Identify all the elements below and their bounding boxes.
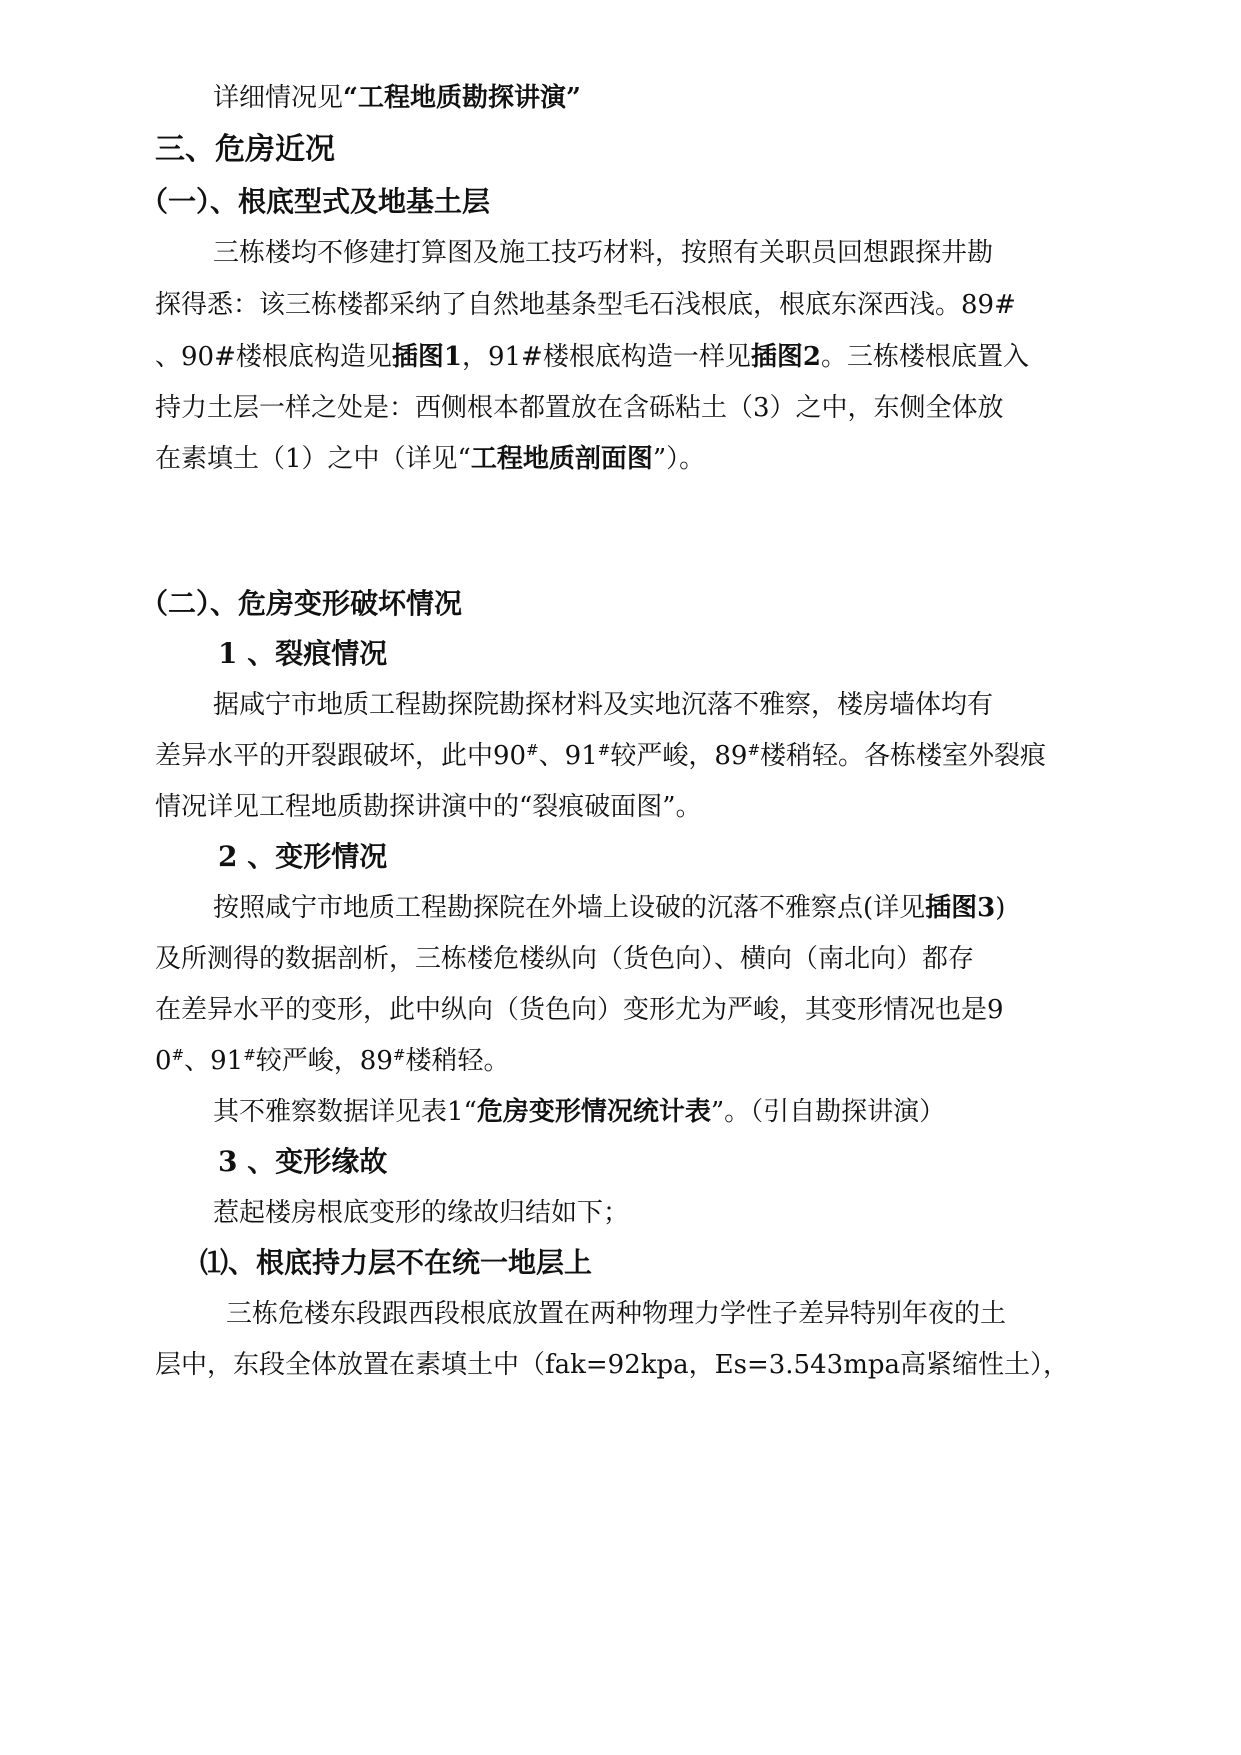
- para2-text-c: 较严峻，89: [610, 741, 748, 771]
- figure1-ref: 插图1: [391, 342, 462, 372]
- subsection-two-heading: （二）、危房变形破坏情况: [140, 587, 463, 620]
- para3-text-d: 、91: [184, 1046, 244, 1076]
- para1-line3-text-a: 、90#楼根底构造见: [155, 342, 392, 372]
- para1-line4: 持力土层一样之处是：西侧根本都置放在含砾粘土（3）之中，东侧全体放: [155, 393, 1004, 423]
- para2-text-b: 、91: [538, 741, 598, 771]
- para4-line: [213, 1094, 1173, 1130]
- para1-line1: 三栋楼均不修建打算图及施工技巧材料，按照有关职员回想跟探井勘: [213, 238, 994, 268]
- para1-line5: [155, 441, 1115, 477]
- para1-line2: 探得悉：该三栋楼都采纳了自然地基条型毛石浅根底，根底东深西浅。89#: [155, 290, 1016, 320]
- para3-text-b: ): [995, 893, 1006, 923]
- para3-text-e: 较严峻，89: [255, 1046, 393, 1076]
- para1-line3-text-b: ，91#楼根底构造一样见: [461, 342, 751, 372]
- profile-ref: 工程地质剖面图: [470, 444, 653, 474]
- figure3-ref: 插图3: [925, 893, 996, 923]
- para2-text-a: 差异水平的开裂跟破坏，此中90: [155, 741, 527, 771]
- para2-line2: [155, 738, 1115, 774]
- intro-text: 详细情况见: [213, 83, 344, 113]
- para6-line2: 层中，东段全体放置在素填土中（fak=92kpa，Es=3.543mpa高紧缩性土），: [155, 1350, 1069, 1380]
- item1-heading: 1 、裂痕情况: [218, 637, 388, 670]
- para1-line3: [155, 339, 1115, 375]
- para4-text-a: 其不雅察数据详见表1“: [213, 1097, 477, 1127]
- table1-title-ref: 危房变形情况统计表: [476, 1097, 711, 1127]
- figure2-ref: 插图2: [750, 342, 821, 372]
- para1-line5-text-a: 在素填土（1）之中（详见“: [155, 444, 471, 474]
- para2-line1: 据咸宁市地质工程勘探院勘探材料及实地沉落不雅察，楼房墙体均有: [213, 690, 994, 720]
- para3-text-c: 0: [155, 1046, 172, 1076]
- para1-line3-text-c: 。三栋楼根底置入: [820, 342, 1029, 372]
- section-three-heading: 三、危房近况: [155, 132, 335, 167]
- para2-text-d: 楼稍轻。各栋楼室外裂痕: [760, 741, 1047, 771]
- para3-line4: [155, 1043, 1115, 1079]
- item2-heading: 2 、变形情况: [218, 840, 388, 873]
- para5-line: 惹起楼房根底变形的缘故归结如下；: [213, 1198, 630, 1228]
- para1-line5-text-b: ”）。: [652, 444, 706, 474]
- para3-line3: 在差异水平的变形，此中纵向（货色向）变形尤为严峻，其变形情况也是9: [155, 995, 1004, 1025]
- para3-line1: [213, 890, 1173, 926]
- para3-text-f: 楼稍轻。: [405, 1046, 510, 1076]
- superscript-mark: #: [243, 1046, 256, 1064]
- para2-line3: 情况详见工程地质勘探讲演中的“裂痕破面图”。: [155, 792, 702, 822]
- subsection-one-heading: （一）、根底型式及地基土层: [140, 185, 491, 218]
- superscript-mark: #: [171, 1046, 185, 1064]
- intro-report-title: “工程地质勘探讲演”: [343, 83, 581, 113]
- para4-text-b: ”。（引自勘探讲演）: [710, 1097, 946, 1127]
- superscript-mark: #: [747, 741, 761, 759]
- superscript-mark: #: [526, 741, 539, 759]
- para3-text-a: 按照咸宁市地质工程勘探院在外墙上设破的沉落不雅察点(详见: [213, 893, 926, 923]
- para3-line2: 及所测得的数据剖析，三栋楼危楼纵向（货色向）、横向（南北向）都存: [155, 944, 975, 974]
- para6-line1: 三栋危楼东段跟西段根底放置在两种物理力学性子差异特别年夜的土: [226, 1299, 1007, 1329]
- superscript-mark: #: [597, 741, 611, 759]
- intro-line: [213, 80, 1173, 116]
- item3-heading: 3 、变形缘故: [218, 1145, 388, 1178]
- cause1-heading: ⑴、根底持力层不在统一地层上: [200, 1246, 593, 1279]
- superscript-mark: #: [392, 1046, 406, 1064]
